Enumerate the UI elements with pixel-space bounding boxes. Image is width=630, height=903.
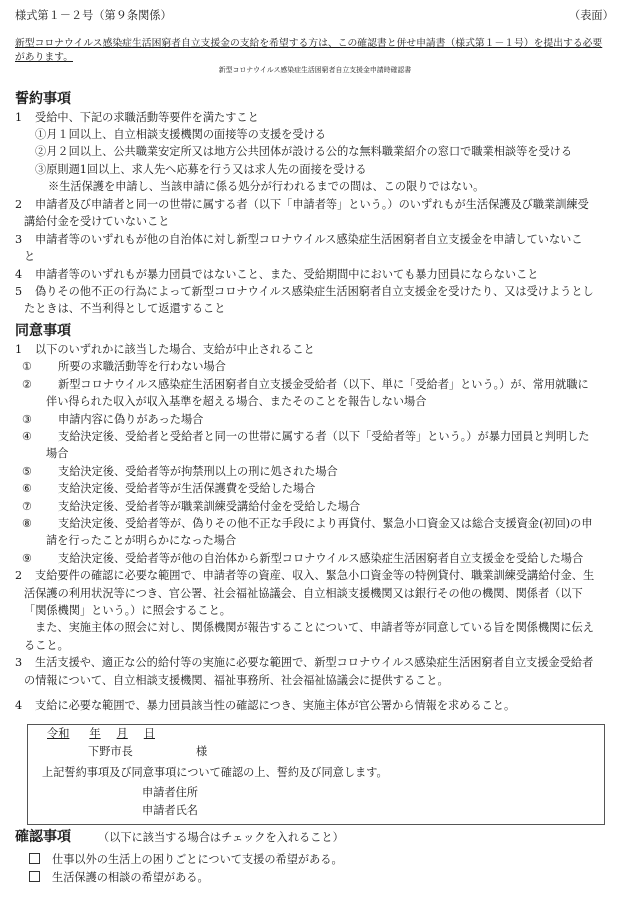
pledge-note: ※生活保護を申請し、当該申請に係る処分が行われるまでの間は、この限りではない。 — [48, 180, 485, 193]
case-8-cont: 請を行ったことが明らかになった場合 — [46, 534, 237, 547]
case-4-cont: 場合 — [46, 447, 69, 460]
pledge-item-5-cont: たときは、不当利得として返還すること — [24, 302, 226, 315]
pledge-item-5-num: 5 — [15, 285, 23, 298]
notice-line-2: があります。 — [15, 52, 73, 63]
confirm-heading: 確認事項 — [15, 829, 71, 845]
pledge-heading: 誓約事項 — [15, 91, 71, 107]
pledge-item-2-num: 2 — [15, 198, 23, 211]
pledge-item-3: 申請者等のいずれもが他の自治体に対し新型コロナウイルス感染症生活困窮者自立支援金を申請していないこ — [35, 233, 583, 246]
page-side-label: （表面） — [569, 9, 614, 22]
case-5-num: ⑤ — [22, 465, 33, 478]
applicant-address-label: 申請者住所 — [142, 786, 198, 799]
consent-item-2-cont-1: 活保護の利用状況等につき、官公署、社会福祉協議会、自立相談支援機関又は銀行その他の機関、関係者（以下 — [24, 587, 583, 600]
pledge-item-3-cont: と — [24, 250, 36, 263]
pledge-item-3-num: 3 — [15, 233, 23, 246]
case-9: 支給決定後、受給者等が他の自治体から新型コロナウイルス感染症生活困窮者自立支援金を受給した場合 — [58, 552, 584, 565]
confirm-option-1[interactable] — [29, 851, 343, 868]
consent-statement: 上記誓約事項及び同意事項について確認の上、誓約及び同意します。 — [42, 766, 388, 779]
notice-line-1: 新型コロナウイルス感染症生活困窮者自立支援金の支給を希望する方は、この確認書と併せ申請書（様式第１－１号）を提出する必要 — [15, 38, 603, 49]
consent-item-2-cont-3: また、実施主体の照会に対し、関係機関が報告することについて、申請者等が同意している旨を関係機関に伝え — [35, 621, 594, 634]
consent-item-2-cont-2: 「関係機関」という。）に照会すること。 — [24, 604, 231, 617]
case-4-num: ④ — [22, 430, 33, 443]
consent-item-3: 生活支援や、適正な公的給付等の実施に必要な範囲で、新型コロナウイルス感染症生活困窮者自立支援金受給者 — [35, 656, 594, 669]
consent-item-4-num: 4 — [15, 699, 23, 712]
consent-item-2: 支給要件の確認に必要な範囲で、申請者等の資産、収入、緊急小口資金等の特例貸付、職業訓練受講給付金、生 — [35, 569, 595, 582]
consent-item-3-cont: の情報について、自立相談支援機関、福祉事務所、社会福祉協議会に提供すること。 — [24, 674, 449, 687]
consent-item-1-num: 1 — [15, 343, 23, 356]
case-7: 支給決定後、受給者等が職業訓練受講給付金を受給した場合 — [58, 500, 361, 513]
month-label: 月 — [116, 727, 128, 740]
case-8: 支給決定後、受給者等が、偽りその他不正な手段により再貸付、緊急小口資金又は総合支援資金(初回)の申 — [58, 517, 593, 530]
pledge-item-2-cont: 講給付金を受けていないこと — [24, 215, 170, 228]
consent-heading: 同意事項 — [15, 323, 71, 339]
pledge-item-2: 申請者及び申請者と同一の世帯に属する者（以下「申請者等」という。）のいずれもが生活保護及び職業訓練受 — [35, 198, 589, 211]
year-label: 年 — [89, 727, 101, 740]
applicant-name-label: 申請者氏名 — [142, 804, 198, 817]
case-1: 所要の求職活動等を行わない場合 — [58, 360, 226, 373]
checkbox-welfare-consult[interactable] — [29, 871, 40, 882]
pledge-sub-3: ③原則週1回以上、求人先へ応募を行う又は求人先の面接を受ける — [35, 163, 367, 176]
document-title: 新型コロナウイルス感染症生活困窮者自立支援金申請時確認書 — [218, 66, 412, 74]
date-line[interactable] — [47, 725, 155, 742]
case-2-num: ② — [22, 378, 33, 391]
consent-item-1: 以下のいずれかに該当した場合、支給が中止されること — [35, 343, 315, 356]
case-1-num: ① — [22, 360, 33, 373]
pledge-item-5: 偽りその他不正の行為によって新型コロナウイルス感染症生活困窮者自立支援金を受けたり、又は受けようとし — [35, 285, 594, 298]
consent-item-2-num: 2 — [15, 569, 23, 582]
pledge-item-4-num: 4 — [15, 268, 23, 281]
case-5: 支給決定後、受給者等が拘禁刑以上の刑に処された場合 — [58, 465, 338, 478]
honorific-label: 様 — [196, 745, 208, 758]
case-4: 支給決定後、受給者と受給者と同一の世帯に属する者（以下「受給者等」という。）が暴力団員と判明した — [58, 430, 590, 443]
pledge-item-4: 申請者等のいずれもが暴力団員ではないこと、また、受給期間中においても暴力団員にならないこと — [35, 268, 539, 281]
confirm-note: （以下に該当する場合はチェックを入れること） — [98, 831, 344, 844]
consent-item-4: 支給に必要な範囲で、暴力団員該当性の確認につき、実施主体が官公署から情報を求めること。 — [35, 699, 516, 712]
pledge-sub-1: ①月１回以上、自立相談支援機関の面接等の支援を受ける — [35, 128, 326, 141]
case-2: 新型コロナウイルス感染症生活困窮者自立支援金受給者（以下、単に「受給者」という。）が、常用就職に — [58, 378, 589, 391]
era-label: 令和 — [47, 727, 70, 740]
case-6: 支給決定後、受給者等が生活保護費を受給した場合 — [58, 482, 316, 495]
checkbox-life-support[interactable] — [29, 853, 40, 864]
case-7-num: ⑦ — [22, 500, 33, 513]
mayor-label: 下野市長 — [88, 745, 133, 758]
case-6-num: ⑥ — [22, 482, 33, 495]
pledge-item-1: 受給中、下記の求職活動等要件を満たすこと — [35, 111, 259, 124]
case-8-num: ⑧ — [22, 517, 33, 530]
case-2-cont: 伴い得られた収入が収入基準を超える場合、またそのことを報告しない場合 — [46, 395, 427, 408]
form-number: 様式第１－２号（第９条関係） — [15, 9, 172, 22]
confirm-option-2[interactable] — [29, 869, 209, 886]
consent-item-3-num: 3 — [15, 656, 23, 669]
confirm-option-1-label: 仕事以外の生活上の困りごとについて支援の希望がある。 — [52, 853, 343, 866]
case-3: 申請内容に偽りがあった場合 — [58, 413, 204, 426]
case-9-num: ⑨ — [22, 552, 33, 565]
confirm-option-2-label: 生活保護の相談の希望がある。 — [52, 871, 209, 884]
day-label: 日 — [143, 727, 155, 740]
consent-item-2-cont-4: ること。 — [24, 639, 69, 652]
pledge-item-1-num: 1 — [15, 111, 23, 124]
case-3-num: ③ — [22, 413, 33, 426]
pledge-sub-2: ②月２回以上、公共職業安定所又は地方公共団体が設ける公的な無料職業紹介の窓口で職業相談等を受ける — [35, 145, 573, 158]
